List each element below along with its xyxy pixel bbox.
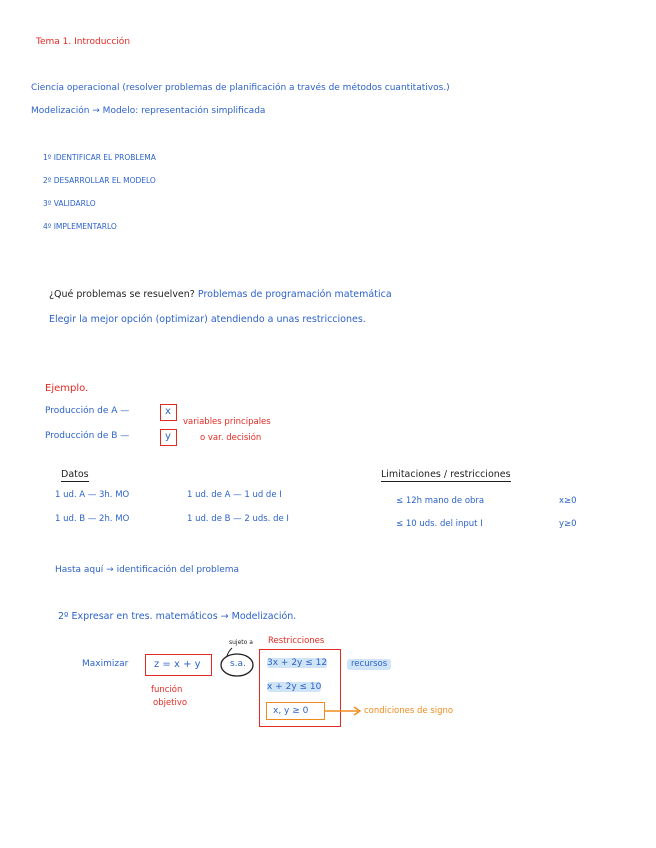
sa-label: s.a. [230,659,246,669]
datos-row-2-b: 1 ud. de B — 2 uds. de I [187,514,289,524]
var-note-2: o var. decisión [200,433,262,443]
intro-line-1: Ciencia operacional (resolver problemas de planificación a través de métodos cuantitativos.) [31,83,450,93]
hasta-aqui: Hasta aquí → identificación del problema [55,565,240,575]
datos-row-1-b: 1 ud. de A — 1 ud de I [187,490,282,500]
sa-circle [221,654,253,676]
production-a: Producción de A — [45,406,130,416]
funcion-label-2: objetivo [153,698,188,708]
funcion-label-1: función [151,685,183,695]
restricciones-heading: Restricciones [268,636,325,646]
var-note-1: variables principales [183,417,271,427]
maximizar-label: Maximizar [82,659,129,669]
datos-row-2-a: 1 ud. B — 2h. MO [55,514,130,524]
recursos-tag: recursos [347,659,391,670]
constraint-3: x, y ≥ 0 [273,706,309,716]
limits-heading: Limitaciones / restricciones [381,469,511,480]
step-2: 2º DESARROLLAR EL MODELO [43,176,156,185]
constraint-1-text: 3x + 2y ≤ 12 [267,658,328,668]
objective-function: z = x + y [154,659,201,670]
step-1: 1º IDENTIFICAR EL PROBLEMA [43,153,156,162]
question-line-2: Elegir la mejor opción (optimizar) atendiendo a unas restricciones. [49,314,366,325]
intro-line-2: Modelización → Modelo: representación simplificada [31,106,266,116]
limits-row-2-b: y≥0 [559,519,577,529]
var-x: x [165,406,171,417]
limits-row-2-a: ≤ 10 uds. del input I [396,519,483,529]
limits-row-1-b: x≥0 [559,496,577,506]
datos-row-1-a: 1 ud. A — 3h. MO [55,490,130,500]
limits-row-1-a: ≤ 12h mano de obra [396,496,485,506]
step-4: 4º IMPLEMENTARLO [43,222,117,231]
datos-heading: Datos [61,469,89,480]
constraint-2-text: x + 2y ≤ 10 [267,682,322,692]
var-y: y [165,431,171,442]
example-heading: Ejemplo. [45,383,89,394]
step-3: 3º VALIDARLO [43,199,96,208]
step2-line: 2º Expresar en tres. matemáticos → Modelización. [58,611,297,622]
sign-condition-label: condiciones de signo [364,706,454,716]
page-title: Tema 1. Introducción [36,37,131,47]
sujeto-a-label: sujeto a [229,639,253,646]
question-answer: Problemas de programación matemática [197,289,392,300]
production-b: Producción de B — [45,431,130,441]
question-text: ¿Qué problemas se resuelven? [49,289,195,300]
